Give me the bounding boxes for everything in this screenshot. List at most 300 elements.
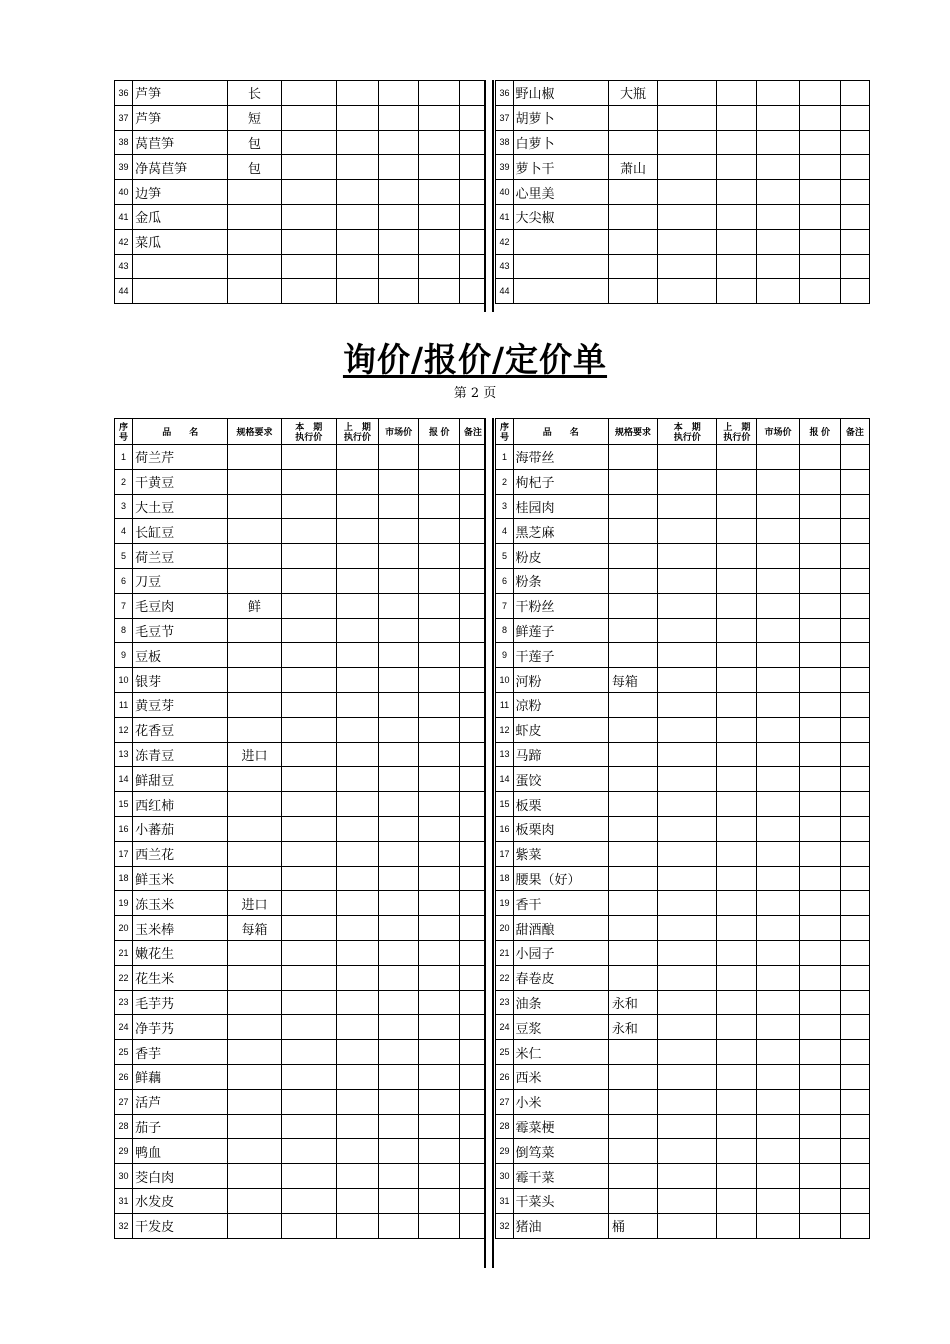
right-current-price-cell[interactable] [658, 180, 717, 205]
left-current-price-cell[interactable] [281, 130, 336, 155]
left-market-price-cell[interactable] [379, 593, 419, 618]
left-current-price-cell[interactable] [281, 767, 336, 792]
left-note-cell[interactable] [460, 990, 486, 1015]
left-last-price-cell[interactable] [336, 742, 378, 767]
left-last-price-cell[interactable] [336, 866, 378, 891]
left-note-cell[interactable] [460, 1064, 486, 1089]
left-market-price-cell[interactable] [379, 279, 419, 304]
right-note-cell[interactable] [840, 1164, 869, 1189]
left-current-price-cell[interactable] [281, 279, 336, 304]
left-note-cell[interactable] [460, 1114, 486, 1139]
right-quote-cell[interactable] [799, 816, 840, 841]
right-market-price-cell[interactable] [757, 916, 799, 941]
right-quote-cell[interactable] [799, 792, 840, 817]
right-quote-cell[interactable] [799, 717, 840, 742]
right-note-cell[interactable] [840, 204, 869, 229]
left-market-price-cell[interactable] [379, 204, 419, 229]
right-market-price-cell[interactable] [757, 940, 799, 965]
left-market-price-cell[interactable] [379, 1188, 419, 1213]
left-current-price-cell[interactable] [281, 593, 336, 618]
right-current-price-cell[interactable] [658, 841, 717, 866]
right-note-cell[interactable] [840, 692, 869, 717]
left-quote-cell[interactable] [419, 692, 460, 717]
left-last-price-cell[interactable] [336, 717, 378, 742]
left-market-price-cell[interactable] [379, 841, 419, 866]
right-last-price-cell[interactable] [717, 940, 757, 965]
right-market-price-cell[interactable] [757, 130, 799, 155]
right-last-price-cell[interactable] [717, 105, 757, 130]
left-last-price-cell[interactable] [336, 1139, 378, 1164]
left-quote-cell[interactable] [419, 841, 460, 866]
right-quote-cell[interactable] [799, 279, 840, 304]
right-quote-cell[interactable] [799, 180, 840, 205]
right-last-price-cell[interactable] [717, 792, 757, 817]
left-current-price-cell[interactable] [281, 204, 336, 229]
right-current-price-cell[interactable] [658, 866, 717, 891]
left-quote-cell[interactable] [419, 568, 460, 593]
right-quote-cell[interactable] [799, 445, 840, 470]
right-market-price-cell[interactable] [757, 445, 799, 470]
left-quote-cell[interactable] [419, 891, 460, 916]
left-last-price-cell[interactable] [336, 469, 378, 494]
right-note-cell[interactable] [840, 1089, 869, 1114]
right-last-price-cell[interactable] [717, 180, 757, 205]
right-note-cell[interactable] [840, 940, 869, 965]
left-last-price-cell[interactable] [336, 568, 378, 593]
left-last-price-cell[interactable] [336, 593, 378, 618]
right-current-price-cell[interactable] [658, 940, 717, 965]
right-market-price-cell[interactable] [757, 105, 799, 130]
left-quote-cell[interactable] [419, 668, 460, 693]
right-last-price-cell[interactable] [717, 494, 757, 519]
right-last-price-cell[interactable] [717, 618, 757, 643]
right-last-price-cell[interactable] [717, 692, 757, 717]
right-quote-cell[interactable] [799, 593, 840, 618]
right-last-price-cell[interactable] [717, 668, 757, 693]
right-last-price-cell[interactable] [717, 1015, 757, 1040]
right-note-cell[interactable] [840, 229, 869, 254]
left-last-price-cell[interactable] [336, 618, 378, 643]
right-note-cell[interactable] [840, 494, 869, 519]
right-quote-cell[interactable] [799, 916, 840, 941]
left-quote-cell[interactable] [419, 105, 460, 130]
left-current-price-cell[interactable] [281, 105, 336, 130]
left-market-price-cell[interactable] [379, 130, 419, 155]
right-last-price-cell[interactable] [717, 593, 757, 618]
left-quote-cell[interactable] [419, 254, 460, 279]
left-last-price-cell[interactable] [336, 81, 378, 106]
left-quote-cell[interactable] [419, 544, 460, 569]
right-market-price-cell[interactable] [757, 1015, 799, 1040]
right-current-price-cell[interactable] [658, 916, 717, 941]
right-current-price-cell[interactable] [658, 816, 717, 841]
left-last-price-cell[interactable] [336, 1114, 378, 1139]
right-quote-cell[interactable] [799, 1213, 840, 1238]
right-market-price-cell[interactable] [757, 1089, 799, 1114]
left-quote-cell[interactable] [419, 1213, 460, 1238]
left-market-price-cell[interactable] [379, 866, 419, 891]
right-note-cell[interactable] [840, 445, 869, 470]
right-market-price-cell[interactable] [757, 254, 799, 279]
right-market-price-cell[interactable] [757, 494, 799, 519]
right-current-price-cell[interactable] [658, 742, 717, 767]
left-current-price-cell[interactable] [281, 254, 336, 279]
left-note-cell[interactable] [460, 1188, 486, 1213]
left-quote-cell[interactable] [419, 742, 460, 767]
right-note-cell[interactable] [840, 916, 869, 941]
right-market-price-cell[interactable] [757, 792, 799, 817]
left-note-cell[interactable] [460, 254, 486, 279]
right-market-price-cell[interactable] [757, 1064, 799, 1089]
right-current-price-cell[interactable] [658, 668, 717, 693]
left-current-price-cell[interactable] [281, 155, 336, 180]
right-current-price-cell[interactable] [658, 990, 717, 1015]
right-quote-cell[interactable] [799, 940, 840, 965]
right-quote-cell[interactable] [799, 1188, 840, 1213]
left-market-price-cell[interactable] [379, 1139, 419, 1164]
right-quote-cell[interactable] [799, 81, 840, 106]
right-market-price-cell[interactable] [757, 692, 799, 717]
right-quote-cell[interactable] [799, 866, 840, 891]
right-current-price-cell[interactable] [658, 130, 717, 155]
left-last-price-cell[interactable] [336, 990, 378, 1015]
right-market-price-cell[interactable] [757, 1164, 799, 1189]
left-market-price-cell[interactable] [379, 891, 419, 916]
left-quote-cell[interactable] [419, 816, 460, 841]
right-quote-cell[interactable] [799, 643, 840, 668]
left-note-cell[interactable] [460, 891, 486, 916]
right-market-price-cell[interactable] [757, 965, 799, 990]
right-quote-cell[interactable] [799, 544, 840, 569]
left-last-price-cell[interactable] [336, 494, 378, 519]
left-current-price-cell[interactable] [281, 1164, 336, 1189]
right-quote-cell[interactable] [799, 1114, 840, 1139]
left-quote-cell[interactable] [419, 643, 460, 668]
left-note-cell[interactable] [460, 519, 486, 544]
left-quote-cell[interactable] [419, 1040, 460, 1065]
right-current-price-cell[interactable] [658, 254, 717, 279]
right-market-price-cell[interactable] [757, 891, 799, 916]
left-last-price-cell[interactable] [336, 668, 378, 693]
right-current-price-cell[interactable] [658, 1139, 717, 1164]
right-quote-cell[interactable] [799, 990, 840, 1015]
left-note-cell[interactable] [460, 494, 486, 519]
left-quote-cell[interactable] [419, 1139, 460, 1164]
right-quote-cell[interactable] [799, 155, 840, 180]
left-note-cell[interactable] [460, 544, 486, 569]
right-quote-cell[interactable] [799, 1139, 840, 1164]
left-note-cell[interactable] [460, 1139, 486, 1164]
right-current-price-cell[interactable] [658, 792, 717, 817]
left-current-price-cell[interactable] [281, 841, 336, 866]
left-note-cell[interactable] [460, 81, 486, 106]
right-last-price-cell[interactable] [717, 229, 757, 254]
left-note-cell[interactable] [460, 1213, 486, 1238]
right-market-price-cell[interactable] [757, 180, 799, 205]
right-current-price-cell[interactable] [658, 81, 717, 106]
left-current-price-cell[interactable] [281, 494, 336, 519]
right-market-price-cell[interactable] [757, 279, 799, 304]
left-current-price-cell[interactable] [281, 1064, 336, 1089]
left-quote-cell[interactable] [419, 494, 460, 519]
right-note-cell[interactable] [840, 866, 869, 891]
left-market-price-cell[interactable] [379, 1164, 419, 1189]
left-note-cell[interactable] [460, 916, 486, 941]
right-current-price-cell[interactable] [658, 469, 717, 494]
left-note-cell[interactable] [460, 692, 486, 717]
left-last-price-cell[interactable] [336, 180, 378, 205]
left-last-price-cell[interactable] [336, 916, 378, 941]
right-note-cell[interactable] [840, 990, 869, 1015]
right-quote-cell[interactable] [799, 891, 840, 916]
left-current-price-cell[interactable] [281, 229, 336, 254]
right-note-cell[interactable] [840, 742, 869, 767]
right-note-cell[interactable] [840, 1188, 869, 1213]
left-note-cell[interactable] [460, 841, 486, 866]
right-last-price-cell[interactable] [717, 568, 757, 593]
right-market-price-cell[interactable] [757, 519, 799, 544]
right-last-price-cell[interactable] [717, 254, 757, 279]
left-quote-cell[interactable] [419, 990, 460, 1015]
left-last-price-cell[interactable] [336, 544, 378, 569]
right-note-cell[interactable] [840, 279, 869, 304]
left-market-price-cell[interactable] [379, 81, 419, 106]
right-quote-cell[interactable] [799, 229, 840, 254]
right-current-price-cell[interactable] [658, 1040, 717, 1065]
left-current-price-cell[interactable] [281, 81, 336, 106]
right-current-price-cell[interactable] [658, 105, 717, 130]
left-last-price-cell[interactable] [336, 792, 378, 817]
left-quote-cell[interactable] [419, 155, 460, 180]
right-current-price-cell[interactable] [658, 1064, 717, 1089]
right-last-price-cell[interactable] [717, 469, 757, 494]
left-market-price-cell[interactable] [379, 254, 419, 279]
left-market-price-cell[interactable] [379, 229, 419, 254]
right-quote-cell[interactable] [799, 105, 840, 130]
right-market-price-cell[interactable] [757, 717, 799, 742]
right-last-price-cell[interactable] [717, 767, 757, 792]
right-quote-cell[interactable] [799, 668, 840, 693]
right-current-price-cell[interactable] [658, 692, 717, 717]
right-last-price-cell[interactable] [717, 742, 757, 767]
left-current-price-cell[interactable] [281, 940, 336, 965]
left-last-price-cell[interactable] [336, 767, 378, 792]
right-current-price-cell[interactable] [658, 965, 717, 990]
right-note-cell[interactable] [840, 469, 869, 494]
left-note-cell[interactable] [460, 1015, 486, 1040]
left-market-price-cell[interactable] [379, 1064, 419, 1089]
left-note-cell[interactable] [460, 618, 486, 643]
right-market-price-cell[interactable] [757, 229, 799, 254]
right-note-cell[interactable] [840, 717, 869, 742]
right-market-price-cell[interactable] [757, 81, 799, 106]
left-last-price-cell[interactable] [336, 105, 378, 130]
right-last-price-cell[interactable] [717, 1064, 757, 1089]
right-quote-cell[interactable] [799, 204, 840, 229]
right-current-price-cell[interactable] [658, 1188, 717, 1213]
right-note-cell[interactable] [840, 1064, 869, 1089]
right-market-price-cell[interactable] [757, 1213, 799, 1238]
right-note-cell[interactable] [840, 618, 869, 643]
left-current-price-cell[interactable] [281, 469, 336, 494]
right-quote-cell[interactable] [799, 519, 840, 544]
right-quote-cell[interactable] [799, 1164, 840, 1189]
left-current-price-cell[interactable] [281, 1139, 336, 1164]
left-note-cell[interactable] [460, 767, 486, 792]
left-market-price-cell[interactable] [379, 1213, 419, 1238]
right-note-cell[interactable] [840, 767, 869, 792]
right-market-price-cell[interactable] [757, 643, 799, 668]
right-last-price-cell[interactable] [717, 717, 757, 742]
left-quote-cell[interactable] [419, 204, 460, 229]
left-last-price-cell[interactable] [336, 1064, 378, 1089]
left-last-price-cell[interactable] [336, 841, 378, 866]
right-last-price-cell[interactable] [717, 1188, 757, 1213]
left-market-price-cell[interactable] [379, 568, 419, 593]
right-market-price-cell[interactable] [757, 204, 799, 229]
right-quote-cell[interactable] [799, 767, 840, 792]
left-current-price-cell[interactable] [281, 445, 336, 470]
left-market-price-cell[interactable] [379, 618, 419, 643]
right-market-price-cell[interactable] [757, 568, 799, 593]
left-current-price-cell[interactable] [281, 1089, 336, 1114]
left-market-price-cell[interactable] [379, 792, 419, 817]
left-last-price-cell[interactable] [336, 1213, 378, 1238]
left-market-price-cell[interactable] [379, 1015, 419, 1040]
left-market-price-cell[interactable] [379, 494, 419, 519]
left-last-price-cell[interactable] [336, 155, 378, 180]
left-quote-cell[interactable] [419, 593, 460, 618]
left-market-price-cell[interactable] [379, 519, 419, 544]
right-last-price-cell[interactable] [717, 155, 757, 180]
left-current-price-cell[interactable] [281, 990, 336, 1015]
right-market-price-cell[interactable] [757, 1040, 799, 1065]
right-quote-cell[interactable] [799, 1015, 840, 1040]
right-note-cell[interactable] [840, 544, 869, 569]
left-last-price-cell[interactable] [336, 1164, 378, 1189]
left-current-price-cell[interactable] [281, 1040, 336, 1065]
right-quote-cell[interactable] [799, 742, 840, 767]
left-current-price-cell[interactable] [281, 568, 336, 593]
left-market-price-cell[interactable] [379, 445, 419, 470]
left-note-cell[interactable] [460, 816, 486, 841]
left-last-price-cell[interactable] [336, 1015, 378, 1040]
left-last-price-cell[interactable] [336, 1188, 378, 1213]
left-current-price-cell[interactable] [281, 792, 336, 817]
left-note-cell[interactable] [460, 593, 486, 618]
right-last-price-cell[interactable] [717, 544, 757, 569]
right-note-cell[interactable] [840, 1139, 869, 1164]
right-current-price-cell[interactable] [658, 1213, 717, 1238]
left-last-price-cell[interactable] [336, 279, 378, 304]
left-quote-cell[interactable] [419, 1188, 460, 1213]
right-note-cell[interactable] [840, 1040, 869, 1065]
right-quote-cell[interactable] [799, 130, 840, 155]
right-note-cell[interactable] [840, 1213, 869, 1238]
right-quote-cell[interactable] [799, 618, 840, 643]
left-quote-cell[interactable] [419, 1164, 460, 1189]
right-note-cell[interactable] [840, 1015, 869, 1040]
left-note-cell[interactable] [460, 866, 486, 891]
left-last-price-cell[interactable] [336, 1089, 378, 1114]
right-market-price-cell[interactable] [757, 155, 799, 180]
left-current-price-cell[interactable] [281, 519, 336, 544]
left-current-price-cell[interactable] [281, 1114, 336, 1139]
left-market-price-cell[interactable] [379, 965, 419, 990]
left-current-price-cell[interactable] [281, 916, 336, 941]
left-quote-cell[interactable] [419, 519, 460, 544]
right-note-cell[interactable] [840, 130, 869, 155]
right-last-price-cell[interactable] [717, 643, 757, 668]
right-current-price-cell[interactable] [658, 445, 717, 470]
right-market-price-cell[interactable] [757, 593, 799, 618]
right-note-cell[interactable] [840, 180, 869, 205]
right-current-price-cell[interactable] [658, 767, 717, 792]
right-last-price-cell[interactable] [717, 990, 757, 1015]
left-last-price-cell[interactable] [336, 204, 378, 229]
left-quote-cell[interactable] [419, 792, 460, 817]
left-market-price-cell[interactable] [379, 816, 419, 841]
right-market-price-cell[interactable] [757, 1188, 799, 1213]
right-quote-cell[interactable] [799, 965, 840, 990]
left-quote-cell[interactable] [419, 916, 460, 941]
left-market-price-cell[interactable] [379, 180, 419, 205]
left-current-price-cell[interactable] [281, 1188, 336, 1213]
left-quote-cell[interactable] [419, 940, 460, 965]
left-note-cell[interactable] [460, 155, 486, 180]
right-last-price-cell[interactable] [717, 279, 757, 304]
right-last-price-cell[interactable] [717, 204, 757, 229]
right-current-price-cell[interactable] [658, 643, 717, 668]
left-last-price-cell[interactable] [336, 1040, 378, 1065]
left-market-price-cell[interactable] [379, 1089, 419, 1114]
right-last-price-cell[interactable] [717, 841, 757, 866]
right-market-price-cell[interactable] [757, 816, 799, 841]
right-market-price-cell[interactable] [757, 767, 799, 792]
left-market-price-cell[interactable] [379, 767, 419, 792]
right-last-price-cell[interactable] [717, 1164, 757, 1189]
left-last-price-cell[interactable] [336, 130, 378, 155]
right-quote-cell[interactable] [799, 1040, 840, 1065]
left-quote-cell[interactable] [419, 618, 460, 643]
right-quote-cell[interactable] [799, 254, 840, 279]
right-last-price-cell[interactable] [717, 965, 757, 990]
left-current-price-cell[interactable] [281, 891, 336, 916]
right-current-price-cell[interactable] [658, 1015, 717, 1040]
right-market-price-cell[interactable] [757, 990, 799, 1015]
right-current-price-cell[interactable] [658, 519, 717, 544]
left-current-price-cell[interactable] [281, 180, 336, 205]
left-market-price-cell[interactable] [379, 990, 419, 1015]
left-note-cell[interactable] [460, 229, 486, 254]
left-note-cell[interactable] [460, 643, 486, 668]
left-market-price-cell[interactable] [379, 155, 419, 180]
right-market-price-cell[interactable] [757, 841, 799, 866]
right-note-cell[interactable] [840, 593, 869, 618]
right-note-cell[interactable] [840, 816, 869, 841]
right-note-cell[interactable] [840, 792, 869, 817]
left-quote-cell[interactable] [419, 1114, 460, 1139]
left-note-cell[interactable] [460, 1164, 486, 1189]
left-quote-cell[interactable] [419, 965, 460, 990]
right-last-price-cell[interactable] [717, 81, 757, 106]
left-quote-cell[interactable] [419, 767, 460, 792]
right-market-price-cell[interactable] [757, 469, 799, 494]
left-note-cell[interactable] [460, 180, 486, 205]
left-market-price-cell[interactable] [379, 668, 419, 693]
right-current-price-cell[interactable] [658, 618, 717, 643]
right-quote-cell[interactable] [799, 841, 840, 866]
